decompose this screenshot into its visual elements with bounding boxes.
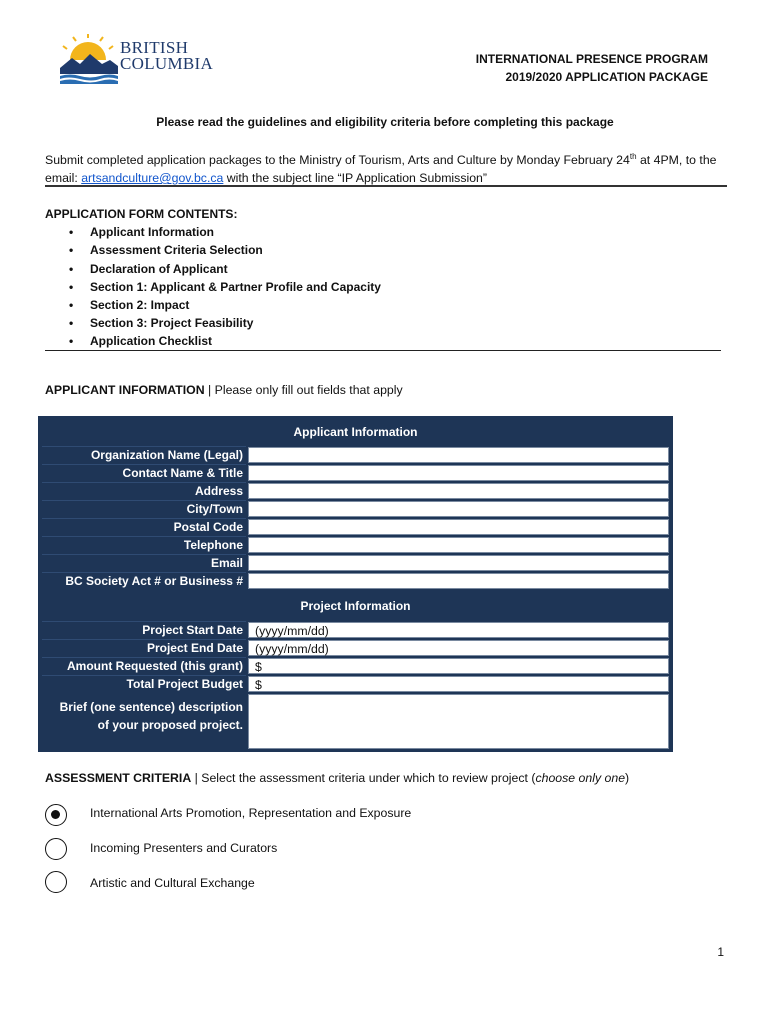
list-item: • Section 1: Applicant & Partner Profile and Capacity: [90, 278, 381, 296]
org-name-field[interactable]: [248, 447, 669, 463]
list-item: • Application Checklist: [90, 332, 381, 350]
applicant-section-title: APPLICANT INFORMATION: [45, 383, 205, 397]
city-field[interactable]: [248, 501, 669, 517]
postal-code-label: Postal Code: [173, 520, 243, 534]
logo-line-2: COLUMBIA: [120, 54, 214, 73]
email-link[interactable]: artsandculture@gov.bc.ca: [81, 171, 224, 186]
city-label: City/Town: [186, 502, 243, 516]
address-label: Address: [194, 484, 243, 498]
telephone-label: Telephone: [183, 538, 243, 552]
contact-name-label: Contact Name & Title: [122, 466, 243, 480]
assessment-note-b: ): [625, 771, 630, 785]
page-number: 1: [717, 945, 724, 959]
project-info-header: Project Information: [300, 599, 411, 613]
assessment-note-italic: choose only one: [535, 771, 626, 785]
logo-line-1: BRITISH: [120, 38, 189, 57]
start-date-field[interactable]: (yyyy/mm/dd): [248, 622, 669, 638]
submit-text-a: Submit completed application packages to the Ministry of Tourism, Arts and Culture by Monday February 24: [45, 153, 630, 168]
applicant-section-note: | Please only fill out fields that apply: [204, 383, 403, 397]
description-label-line-2: of your proposed project.: [97, 718, 243, 732]
applicant-info-header: Applicant Information: [293, 425, 418, 439]
radio-option-1[interactable]: [45, 804, 67, 826]
form-contents: [45, 205, 381, 351]
list-item: • Assessment Criteria Selection: [90, 241, 381, 259]
contents-title: APPLICATION FORM CONTENTS:: [45, 207, 238, 221]
radio-selected-dot: [51, 810, 60, 819]
program-header: [476, 50, 708, 86]
end-date-label: Project End Date: [146, 641, 243, 655]
radio-option-3[interactable]: [45, 871, 67, 893]
assessment-title: ASSESSMENT CRITERIA: [45, 771, 192, 785]
total-budget-field[interactable]: $: [248, 676, 669, 692]
business-number-field[interactable]: [248, 573, 669, 589]
dashed-divider: [45, 350, 721, 351]
divider: [45, 185, 727, 187]
submit-sup: th: [629, 152, 637, 161]
radio-label-1: International Arts Promotion, Representation and Exposure: [90, 806, 412, 820]
email-field[interactable]: [248, 555, 669, 571]
list-item: • Declaration of Applicant: [90, 260, 381, 278]
assessment-note-a: | Select the assessment criteria under which to review project (: [191, 771, 536, 785]
total-budget-label: Total Project Budget: [126, 677, 243, 691]
description-label-line-1: Brief (one sentence) description: [59, 700, 243, 714]
program-title: INTERNATIONAL PRESENCE PROGRAM: [475, 52, 708, 66]
org-name-label: Organization Name (Legal): [90, 448, 243, 462]
postal-code-field[interactable]: [248, 519, 669, 535]
business-number-label: BC Society Act # or Business #: [65, 574, 243, 588]
list-item: • Section 3: Project Feasibility: [90, 314, 381, 332]
radio-label-3: Artistic and Cultural Exchange: [90, 876, 255, 890]
submit-text-c: with the subject line “IP Application Submission”: [223, 171, 487, 186]
description-field[interactable]: [248, 694, 669, 749]
radio-label-2: Incoming Presenters and Curators: [90, 841, 278, 855]
telephone-field[interactable]: [248, 537, 669, 553]
list-item: • Applicant Information: [90, 223, 381, 241]
application-form-table: [38, 416, 673, 752]
logo-wordmark: [120, 40, 213, 72]
start-date-label: Project Start Date: [142, 623, 243, 637]
contact-name-field[interactable]: [248, 465, 669, 481]
address-field[interactable]: [248, 483, 669, 499]
end-date-field[interactable]: (yyyy/mm/dd): [248, 640, 669, 656]
submit-text-b: at 4PM, to the email:: [45, 153, 717, 186]
applicant-section-heading: [45, 383, 403, 397]
radio-option-2[interactable]: [45, 838, 67, 860]
contents-list: [45, 223, 381, 350]
submission-instructions: [45, 148, 735, 187]
list-item: • Section 2: Impact: [90, 296, 381, 314]
guideline-notice: Please read the guidelines and eligibility criteria before completing this package: [156, 115, 614, 129]
package-title: 2019/2020 APPLICATION PACKAGE: [505, 70, 708, 84]
assessment-heading: [45, 771, 629, 785]
amount-requested-field[interactable]: $: [248, 658, 669, 674]
email-label: Email: [210, 556, 243, 570]
amount-requested-label: Amount Requested (this grant): [67, 659, 243, 673]
